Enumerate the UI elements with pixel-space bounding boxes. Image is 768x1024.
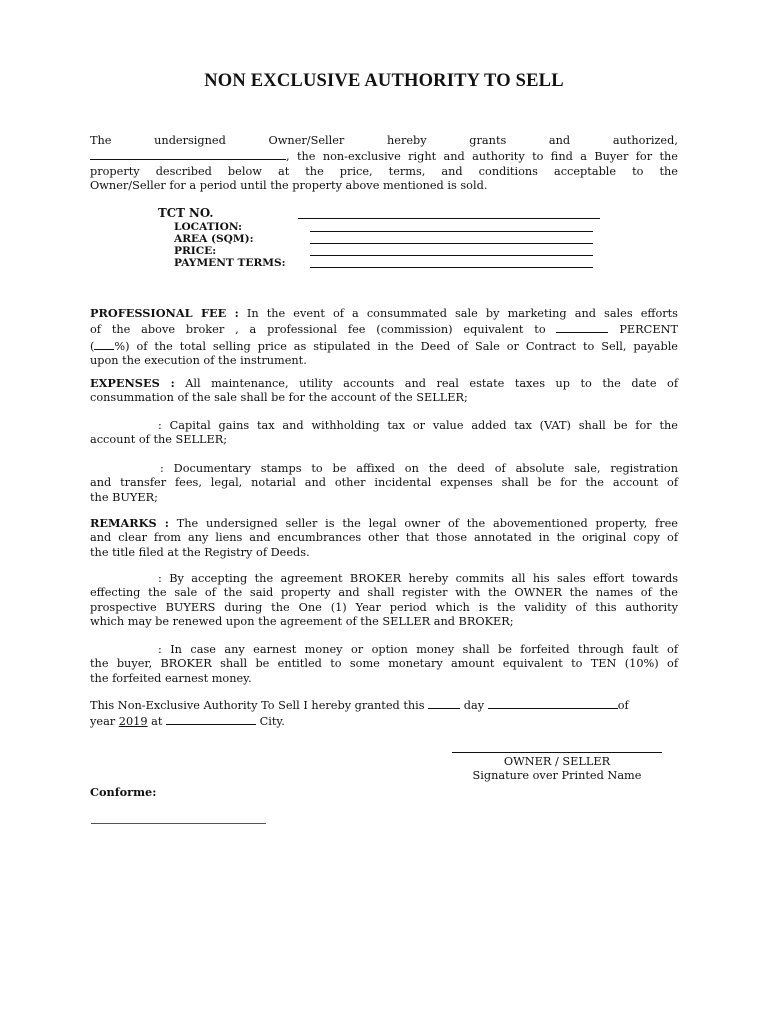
rem2-line-3: prospective BUYERS during the One (1) Year period which is the validity of this authority <box>90 600 678 614</box>
expenses-paragraph-1 <box>90 376 678 406</box>
city-blank[interactable] <box>166 713 256 725</box>
rem2-line-1: : By accepting the agreement BROKER hereby commits all his sales effort towards <box>158 572 678 585</box>
intro-paragraph <box>90 134 678 194</box>
intro-text: , the non-exclusive right and authority to find a Buyer for the <box>286 150 678 164</box>
intro-word: The <box>90 134 112 147</box>
location-field[interactable] <box>310 231 593 232</box>
rem3-line-2: the buyer, BROKER shall be entitled to some monetary amount equivalent to TEN (10%) of <box>90 657 678 671</box>
rem-line-2: and clear from any liens and encumbrances other that those annotated in the original copy of <box>90 531 678 545</box>
pf-text: In the event of a consummated sale by marketing and sales efforts <box>238 307 678 320</box>
area-label: AREA (SQM): <box>174 233 254 245</box>
conforme-label: Conforme: <box>90 785 157 799</box>
granted-text: year <box>90 715 119 729</box>
intro-line-2 <box>90 148 678 164</box>
pf-text: PERCENT <box>608 323 678 337</box>
remarks-heading: REMARKS : <box>90 516 169 530</box>
pf-text: of the above broker , a professional fee (commission) equivalent to <box>90 323 557 337</box>
conforme-signature-line[interactable] <box>91 823 266 824</box>
rem2-line-2: effecting the sale of the said property and shall register with the OWNER the names of the <box>90 586 678 600</box>
intro-word: Owner/Seller <box>268 134 345 147</box>
payment-terms-field[interactable] <box>310 267 593 268</box>
granted-text: day <box>460 699 488 712</box>
granted-text: at <box>147 715 167 729</box>
rem-text: The undersigned seller is the legal owner of the abovementioned property, free <box>168 517 678 530</box>
month-blank[interactable] <box>488 697 618 709</box>
rem-line-3: the title filed at the Registry of Deeds. <box>90 545 310 559</box>
intro-line-3: property described below at the price, terms, and conditions acceptable to the <box>90 164 678 178</box>
percent-number-blank[interactable] <box>94 338 114 350</box>
intro-line-1 <box>90 134 678 148</box>
location-label: LOCATION: <box>174 221 243 233</box>
owner-role: OWNER / SELLER <box>503 755 611 768</box>
professional-fee-paragraph <box>90 306 678 369</box>
pf-line-4: upon the execution of the instrument. <box>90 354 307 368</box>
rem3-line-1: : In case any earnest money or option money shall be forfeited through fault of <box>158 643 678 656</box>
granted-statement <box>90 697 678 730</box>
exp2-line-2: account of the SELLER; <box>90 433 228 447</box>
grantee-blank[interactable] <box>90 148 286 160</box>
exp-line-1 <box>90 376 678 391</box>
price-field[interactable] <box>310 255 593 256</box>
area-field[interactable] <box>310 243 593 244</box>
exp3-line-2: and transfer fees, legal, notarial and other incidental expenses shall be for the account of <box>90 476 678 490</box>
granted-line-2 <box>90 713 678 729</box>
expenses-paragraph-2 <box>90 419 678 448</box>
year-value: 2019 <box>118 715 148 729</box>
pf-text: ( <box>90 339 95 353</box>
granted-text: of <box>617 699 629 712</box>
pf-line-1 <box>90 306 678 321</box>
intro-line-4: Owner/Seller for a period until the property above mentioned is sold. <box>90 179 488 193</box>
tct-field[interactable] <box>298 218 600 219</box>
granted-text: City. <box>256 715 285 729</box>
remarks-paragraph-1 <box>90 516 678 560</box>
signature-caption: Signature over Printed Name <box>472 769 642 782</box>
day-blank[interactable] <box>428 697 460 709</box>
exp3-line-1: : Documentary stamps to be affixed on the deed of absolute sale, registration <box>160 462 678 475</box>
pf-line-2 <box>90 321 678 337</box>
intro-word: undersigned <box>154 134 226 147</box>
rem3-line-3: the forfeited earnest money. <box>90 671 252 685</box>
expenses-paragraph-3 <box>90 462 678 505</box>
remarks-paragraph-3 <box>90 643 678 686</box>
payment-terms-label: PAYMENT TERMS: <box>174 257 286 269</box>
exp-text: All maintenance, utility accounts and real estate taxes up to the date of <box>174 377 679 390</box>
rem-line-1 <box>90 516 678 531</box>
exp2-line-1: : Capital gains tax and withholding tax or value added tax (VAT) shall be for the <box>158 419 678 432</box>
remarks-paragraph-2 <box>90 572 678 630</box>
intro-word: and <box>548 134 571 147</box>
rem2-line-4: which may be renewed upon the agreement of the SELLER and BROKER; <box>90 615 514 629</box>
exp-line-2: consummation of the sale shall be for the account of the SELLER; <box>90 391 468 405</box>
document-title: NON EXCLUSIVE AUTHORITY TO SELL <box>204 71 564 91</box>
exp3-line-3: the BUYER; <box>90 490 158 504</box>
pf-text: %) of the total selling price as stipulated in the Deed of Sale or Contract to Sell, payable <box>114 339 678 353</box>
expenses-heading: EXPENSES : <box>90 376 175 390</box>
intro-word: authorized, <box>612 134 678 147</box>
granted-text: This Non-Exclusive Authority To Sell I hereby granted this <box>90 699 429 712</box>
price-label: PRICE: <box>174 245 217 257</box>
owner-signature-line[interactable] <box>452 752 662 753</box>
intro-word: grants <box>469 134 507 147</box>
tct-label: TCT NO. <box>158 206 214 220</box>
intro-word: hereby <box>386 134 427 147</box>
pf-line-3 <box>90 338 678 354</box>
granted-line-1 <box>90 697 678 713</box>
percent-blank[interactable] <box>556 321 608 333</box>
professional-fee-heading: PROFESSIONAL FEE : <box>90 306 239 320</box>
